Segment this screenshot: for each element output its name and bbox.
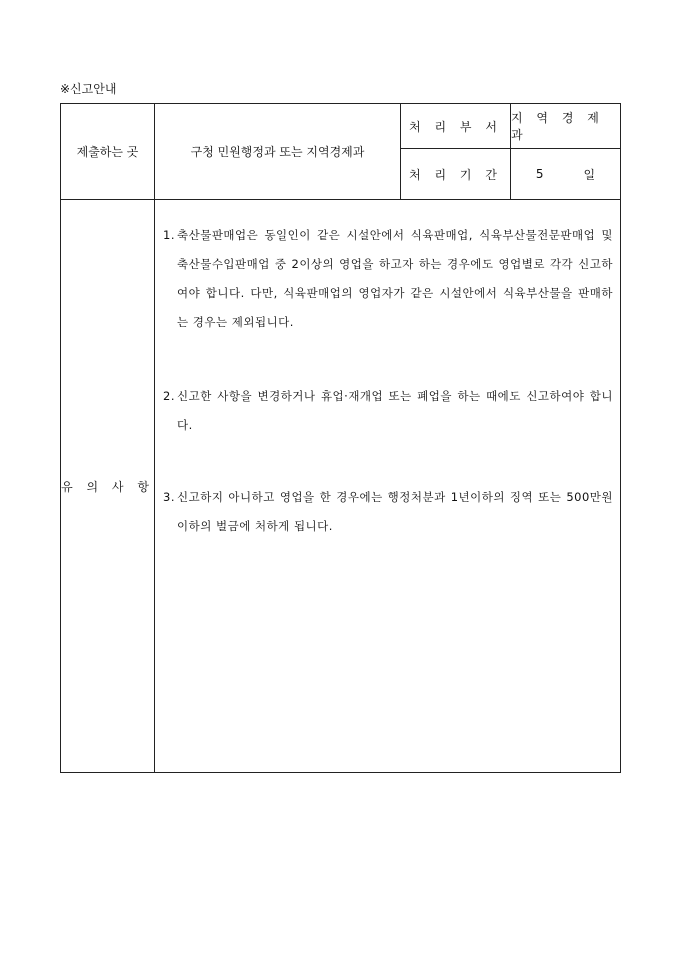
department-label: 처 리 부 서	[409, 119, 502, 134]
column-divider	[154, 104, 155, 772]
processing-period-label: 처 리 기 간	[409, 167, 502, 182]
note-text: 신고한 사항을 변경하거나 휴업·재개업 또는 폐업을 하는 때에도 신고하여야 합니다.	[177, 389, 613, 432]
note-item	[163, 483, 613, 541]
notice-table	[60, 103, 621, 773]
period-number: 5	[535, 167, 544, 181]
processing-period-value	[511, 149, 620, 199]
note-number: 1.	[163, 228, 175, 242]
note-text: 신고하지 아니하고 영업을 한 경우에는 행정처분과 1년이하의 징역 또는 500만원이하의 벌금에 처하게 됩니다.	[177, 490, 613, 533]
notes-list	[163, 221, 613, 541]
note-number: 3.	[163, 490, 175, 504]
note-text: 축산물판매업은 동일인이 같은 시설안에서 식육판매업, 식육부산물전문판매업 및 축산물수입판매업 중 2이상의 영업을 하고자 하는 경우에도 영업별로 각각 신고하여야 합니다. 다만, 식육판매업의 영업자가 같은 시설안에서 식육부산물을 판매하는 경우는 제외됩니다.	[177, 228, 613, 329]
note-item	[163, 382, 613, 440]
note-item	[163, 221, 613, 337]
submit-place-value: 구청 민원행정과 또는 지역경제과	[190, 145, 365, 159]
department-value: 지 역 경 제 과	[511, 111, 604, 142]
submit-place-label: 제출하는 곳	[76, 145, 139, 159]
period-unit: 일	[583, 167, 596, 182]
notes-label: 유 의 사 항	[61, 479, 154, 494]
page-title: ※신고안내	[60, 82, 117, 96]
note-number: 2.	[163, 389, 175, 403]
